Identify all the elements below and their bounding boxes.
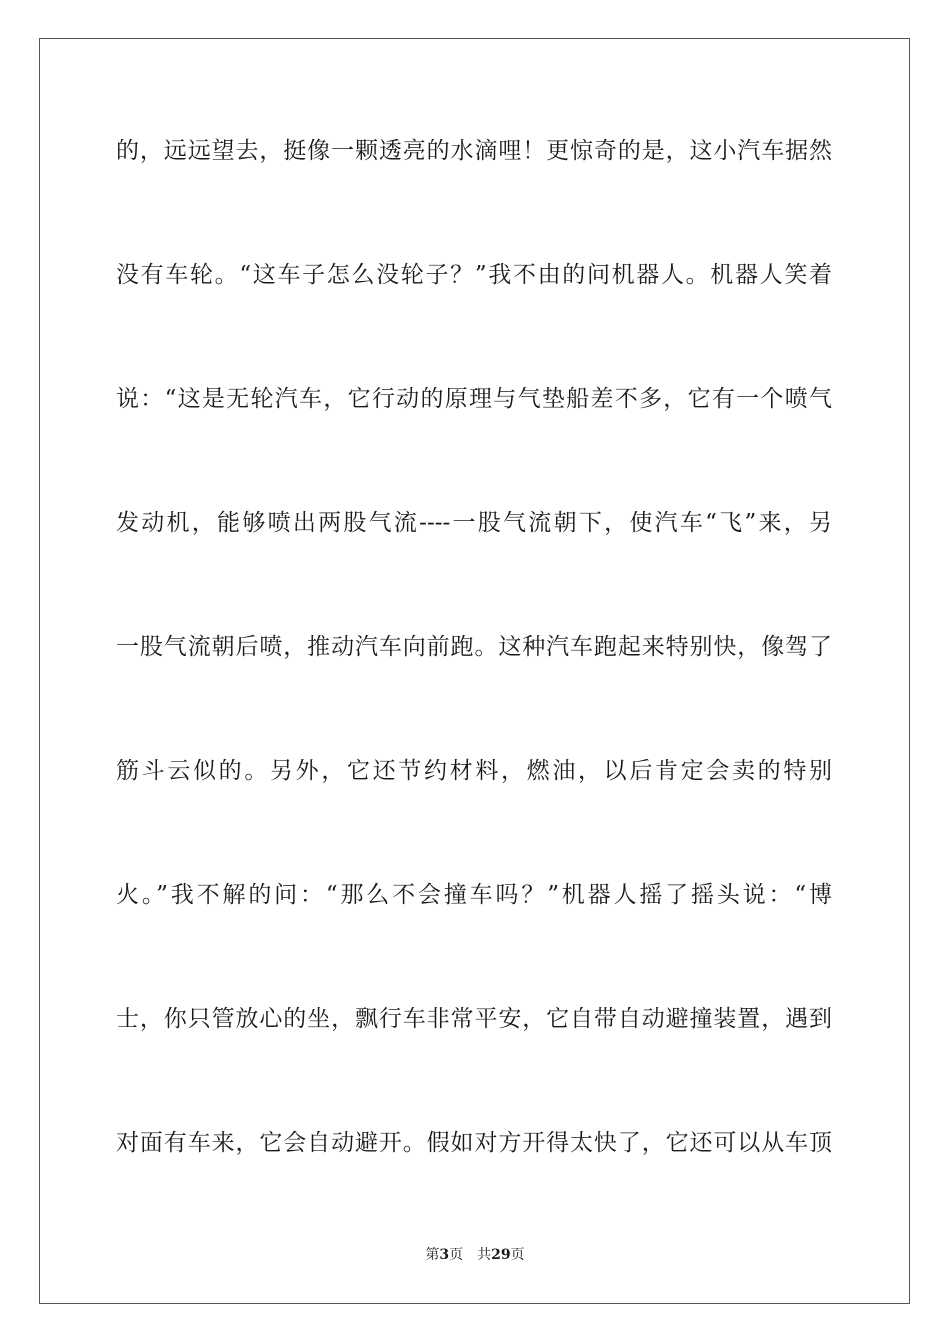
text-line: 士，你只管放心的坐，飘行车非常平安，它自带自动避撞装置，遇到 [116, 1006, 832, 1032]
text-line: 一股气流朝后喷，推动汽车向前跑。这种汽车跑起来特别快，像驾了 [116, 634, 832, 660]
text-line: 发动机，能够喷出两股气流----一股气流朝下，使汽车“飞”来，另 [116, 510, 832, 536]
text-line: 对面有车来，它会自动避开。假如对方开得太快了，它还可以从车顶 [116, 1130, 832, 1156]
text-line: 说：“这是无轮汽车，它行动的原理与气垫船差不多，它有一个喷气 [116, 386, 832, 412]
page-number: 3 [439, 1247, 450, 1263]
text-line: 没有车轮。“这车子怎么没轮子？”我不由的问机器人。机器人笑着 [116, 262, 832, 288]
text-line: 火。”我不解的问：“那么不会撞车吗？”机器人摇了摇头说：“博 [116, 882, 832, 908]
text-line: 的，远远望去，挺像一颗透亮的水滴哩！更惊奇的是，这小汽车据然 [116, 138, 832, 164]
total-suffix: 页 [510, 1247, 525, 1263]
page-border [39, 38, 910, 1304]
total-pages: 29 [491, 1247, 511, 1263]
page-prefix: 第 [425, 1247, 440, 1263]
page-indicator [425, 1247, 463, 1263]
page-suffix: 页 [449, 1247, 464, 1263]
page-footer [0, 1246, 950, 1264]
total-prefix: 共 [477, 1247, 492, 1263]
total-pages-indicator [477, 1247, 524, 1263]
text-line: 筋斗云似的。另外，它还节约材料，燃油，以后肯定会卖的特别 [116, 758, 832, 784]
